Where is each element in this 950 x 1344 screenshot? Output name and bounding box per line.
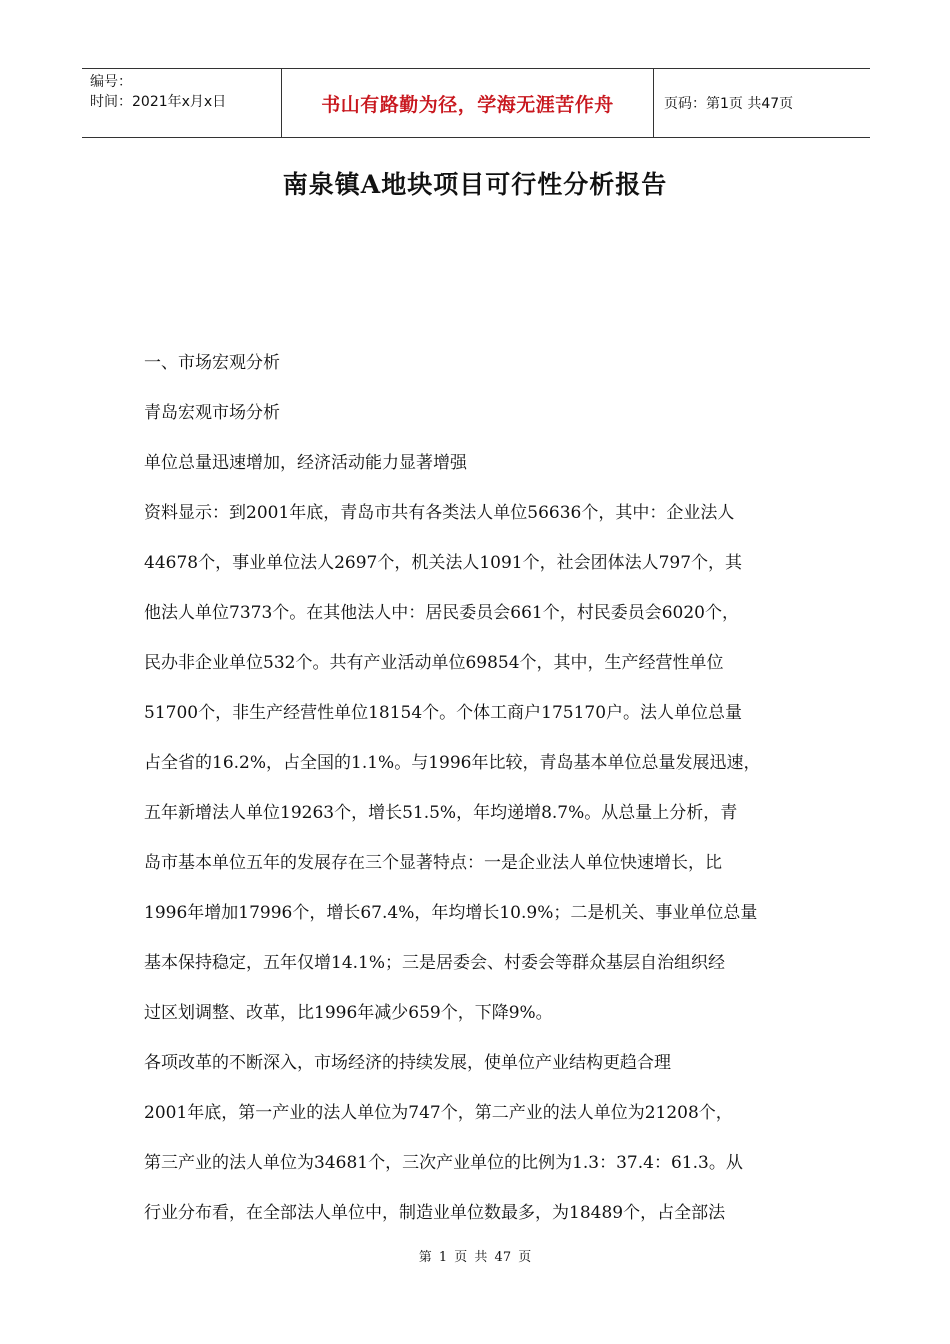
body-line: 单位总量迅速增加，经济活动能力显著增强 [144,453,467,473]
body-line: 基本保持稳定，五年仅增14.1%；三是居委会、村委会等群众基层自治组织经 [144,953,726,973]
body-line: 行业分布看，在全部法人单位中，制造业单位数最多，为18489个，占全部法 [144,1203,726,1223]
header-motto: 书山有路勤为径，学海无涯苦作舟 [282,69,654,137]
body-line: 44678个，事业单位法人2697个，机关法人1091个，社会团体法人797个，其 [144,553,743,573]
header-meta [82,69,282,137]
document-title: 南泉镇A地块项目可行性分析报告 [282,170,668,199]
body-line: 2001年底，第一产业的法人单位为747个，第二产业的法人单位为21208个， [144,1103,733,1123]
body-line: 第三产业的法人单位为34681个，三次产业单位的比例为1.3：37.4：61.3。从 [144,1153,743,1173]
body-line: 他法人单位7373个。在其他法人中：居民委员会661个，村民委员会6020个， [144,603,739,623]
number-label: 编号： [90,74,132,90]
date-label: 时间：2021年x月x日 [90,94,227,110]
header-page-info: 页码：第1页 共47页 [664,96,794,112]
body-line: 一、市场宏观分析 [144,353,280,373]
body-line: 1996年增加17996个，增长67.4%，年均增长10.9%；二是机关、事业单位总量 [144,903,758,923]
body-line: 青岛宏观市场分析 [144,403,280,423]
body-line: 占全省的16.2%，占全国的1.1%。与1996年比较，青岛基本单位总量发展迅速， [144,753,761,773]
body-line: 各项改革的不断深入，市场经济的持续发展，使单位产业结构更趋合理 [144,1053,671,1073]
body-line: 过区划调整、改革，比1996年减少659个，下降9%。 [144,1003,553,1023]
body-line: 民办非企业单位532个。共有产业活动单位69854个，其中，生产经营性单位 [144,653,724,673]
body-line: 51700个，非生产经营性单位18154个。个体工商户175170户。法人单位总量 [144,703,743,723]
page-header [82,68,870,138]
body-line: 岛市基本单位五年的发展存在三个显著特点：一是企业法人单位快速增长，比 [144,853,722,873]
document-body [144,338,814,1238]
page-footer: 第 1 页 共 47 页 [418,1250,532,1265]
body-line: 五年新增法人单位19263个，增长51.5%，年均递增8.7%。从总量上分析，青 [144,803,738,823]
body-line: 资料显示：到2001年底，青岛市共有各类法人单位56636个，其中：企业法人 [144,503,735,523]
